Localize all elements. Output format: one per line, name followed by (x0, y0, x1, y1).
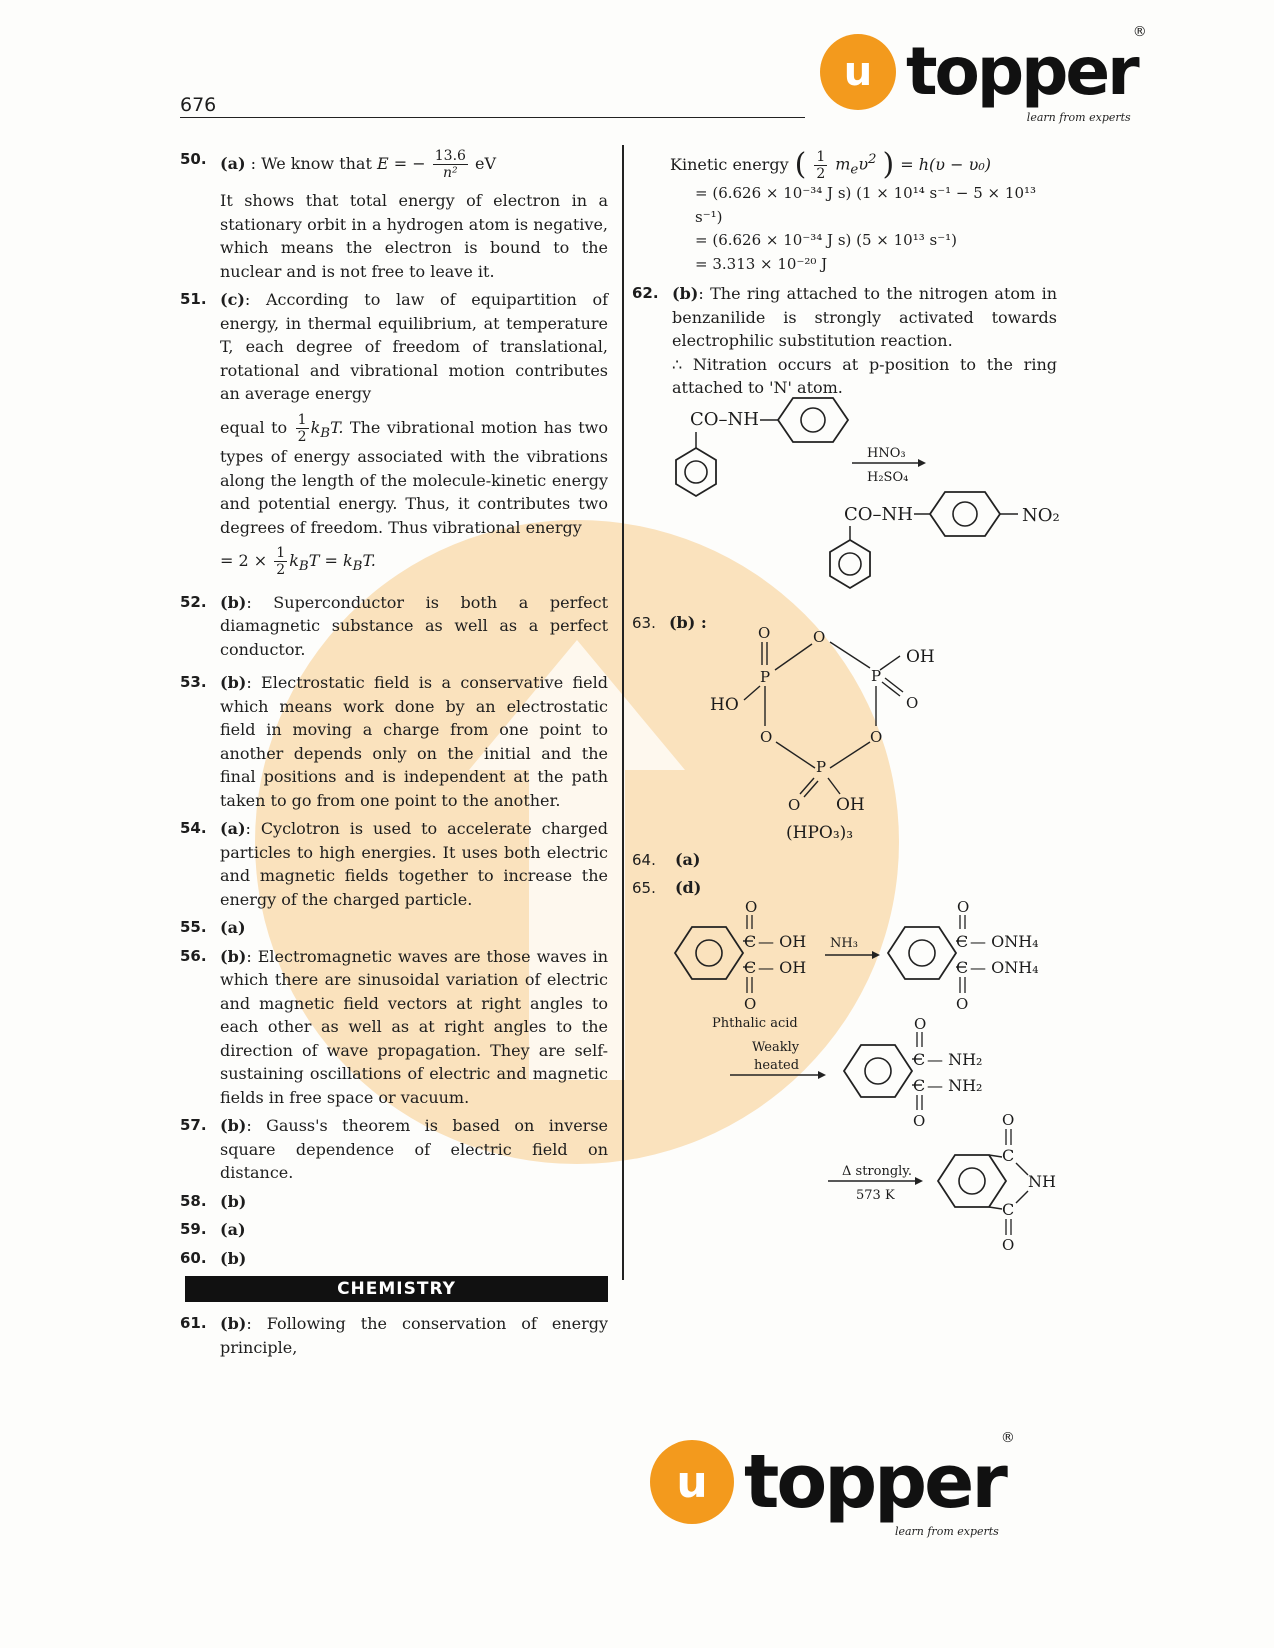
svg-text:— ONH₄: — ONH₄ (970, 958, 1039, 977)
header-rule (180, 117, 805, 118)
svg-text:OH: OH (836, 795, 865, 815)
brand-logo-top (820, 24, 1147, 124)
answer-50: 50. (a) : We know that E = − $\frac{13.6}{\text{n²}}$ eV It shows that total energy of electron in a stationary orbit in a hydrogen atom is negative, which means the electron is bound to the nuclear and is not free to leave it. (180, 148, 608, 281)
svg-text:573 K: 573 K (856, 1188, 895, 1203)
brand-name: topper (906, 33, 1137, 110)
section-banner-chemistry: CHEMISTRY (185, 1276, 608, 1302)
page-number: 676 (180, 94, 217, 116)
svg-text:HO: HO (710, 695, 739, 715)
svg-text:O: O (745, 898, 758, 916)
svg-text:CO–NH: CO–NH (690, 409, 759, 430)
brand-mark: u (820, 34, 896, 110)
answer-58: 58. (b) (180, 1191, 247, 1211)
answer-65: 65. (d) (632, 878, 702, 897)
svg-text:heated: heated (754, 1058, 800, 1073)
svg-text:O: O (813, 628, 826, 646)
brand-tagline: learn from experts (1026, 111, 1131, 124)
svg-text:Δ strongly.: Δ strongly. (842, 1164, 913, 1179)
brand-tagline: learn from experts (894, 1525, 999, 1538)
svg-text:C: C (1002, 1146, 1015, 1165)
svg-text:O: O (1002, 1236, 1015, 1254)
answer-63-label: 63. (b) : (632, 613, 707, 632)
svg-text:O: O (870, 728, 883, 746)
svg-text:O: O (760, 728, 773, 746)
answer-60: 60. (b) (180, 1248, 247, 1268)
brand-logo-bottom (650, 1430, 1015, 1538)
registered-mark: ® (1000, 1430, 1015, 1446)
brand-mark: u (650, 1440, 734, 1524)
svg-text:P: P (760, 668, 771, 686)
svg-text:P: P (816, 758, 827, 776)
svg-text:O: O (956, 995, 969, 1013)
svg-text:— NH₂: — NH₂ (927, 1076, 983, 1095)
svg-text:C: C (1002, 1200, 1015, 1219)
svg-text:O: O (744, 995, 757, 1013)
svg-text:NH₃: NH₃ (830, 936, 858, 951)
metaphosphoric-acid-structure (700, 620, 960, 850)
answer-62: 62. (b): The ring attached to the nitrogen atom in benzanilide is strongly activated towards electrophilic substitution reaction. ∴ Nitration occurs at p-position to the ring attached to 'N' atom. (632, 284, 1057, 398)
svg-text:— OH: — OH (758, 958, 807, 977)
svg-text:— ONH₄: — ONH₄ (970, 932, 1039, 951)
svg-text:O: O (1002, 1111, 1015, 1129)
kinetic-energy-calc: Kinetic energy ( $\frac{1}{2}$ $m_e\upsilon^2$ ) = h(υ − υ₀) = (6.626 × 10⁻³⁴ J s) (1 × 10¹⁴ s⁻¹ − 5 × 10¹³ s⁻¹) = (6.626 × 10⁻³⁴ J s) (5 × 10¹³ s⁻¹) = 3.313 × 10⁻²⁰ J (670, 147, 1037, 273)
svg-text:CO–NH: CO–NH (844, 504, 913, 525)
answer-52: 52. (b): Superconductor is both a perfect diamagnetic substance as well as a perfect conductor. (180, 592, 608, 659)
answer-54: 54. (a): Cyclotron is used to accelerate charged particles to high energies. It uses both electric and magnetic fields together to increase the energy of the charged particle. (180, 819, 608, 909)
svg-text:P: P (871, 667, 882, 685)
svg-text:C: C (744, 932, 757, 951)
svg-text:O: O (914, 1015, 927, 1033)
answer-53: 53. (b): Electrostatic field is a conservative field which means work done by an electrostatic field in moving a charge from one point to another depends only on the initial and the final positions and is independent at the path taken to go from one point to the another. (180, 673, 608, 810)
left-column (180, 148, 608, 1364)
svg-text:C: C (744, 958, 757, 977)
svg-text:— OH: — OH (758, 932, 807, 951)
svg-text:OH: OH (906, 647, 935, 667)
svg-text:NO₂: NO₂ (1022, 505, 1060, 526)
column-divider (622, 145, 624, 1280)
svg-text:O: O (957, 898, 970, 916)
svg-text:O: O (758, 624, 771, 642)
answer-59: 59. (a) (180, 1220, 246, 1240)
phthalic-acid-scheme (660, 895, 1100, 1255)
svg-text:O: O (906, 694, 919, 712)
svg-text:C: C (956, 958, 969, 977)
registered-mark: ® (1132, 24, 1147, 40)
svg-text:O: O (788, 796, 801, 814)
svg-text:C: C (913, 1050, 926, 1069)
nitration-scheme (660, 390, 1080, 600)
svg-text:NH: NH (1028, 1172, 1056, 1191)
svg-text:Weakly: Weakly (752, 1040, 800, 1055)
svg-text:— NH₂: — NH₂ (927, 1050, 983, 1069)
answer-64: 64. (a) (632, 850, 701, 869)
answer-57: 57. (b): Gauss's theorem is based on inverse square dependence of electric field on distance. (180, 1116, 608, 1183)
answer-56: 56. (b): Electromagnetic waves are those waves in which there are sinusoidal variation of electric and magnetic field vectors at right angles to each other as well as at right angles to the direction of wave propagation. They are self-sustaining oscillations of electric and magnetic fields in free space or vacuum. (180, 946, 608, 1107)
answer-55: 55. (a) (180, 918, 246, 938)
brand-name: topper (744, 1439, 1005, 1525)
svg-text:H₂SO₄: H₂SO₄ (867, 470, 909, 485)
answer-51: 51. (c): According to law of equipartition of energy, in thermal equilibrium, at temperature T, each degree of freedom of translational, rotational and vibrational motion contributes an average energy equal to $\frac{1}{2}$ $k_BT$. The vibrational motion has two types of energy associated with the vibrations along the length of the molecule-kinetic energy and potential energy. Thus, it contributes two degrees of freedom. Thus vibrational energy = 2 × $\frac{1}{2}$ $k_BT = k_BT$. (180, 290, 608, 579)
svg-text:(HPO₃)₃: (HPO₃)₃ (786, 823, 854, 843)
svg-text:HNO₃: HNO₃ (867, 446, 906, 461)
svg-text:O: O (913, 1112, 926, 1130)
svg-text:C: C (913, 1076, 926, 1095)
right-column (632, 148, 1057, 405)
answer-61: 61. (b): Following the conservation of energy principle, (180, 1314, 608, 1357)
svg-text:C: C (956, 932, 969, 951)
svg-text:Phthalic acid: Phthalic acid (712, 1016, 798, 1031)
